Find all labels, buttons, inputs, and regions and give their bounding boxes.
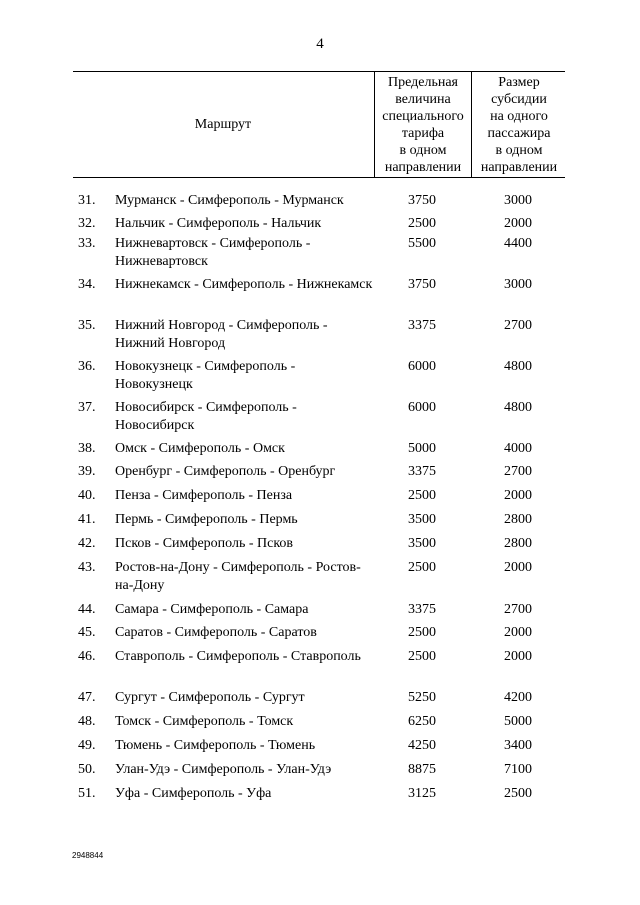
row-number: 39. [78, 464, 96, 479]
page-number: 4 [316, 36, 324, 52]
row-subsidy: 3400 [504, 738, 532, 753]
row-subsidy: 2000 [504, 560, 532, 575]
table-header [73, 71, 565, 178]
row-route: Ростов-на-Дону - Симферополь - Ростов-на-Дону [115, 560, 361, 593]
header-tariff: Предельная величина специального тарифа в одном направлении [374, 72, 471, 177]
row-subsidy: 2700 [504, 602, 532, 617]
row-route: Псков - Симферополь - Псков [115, 536, 294, 551]
row-number: 51. [78, 786, 96, 801]
row-tariff: 2500 [408, 560, 436, 575]
row-number: 38. [78, 441, 96, 456]
table-row [0, 487, 640, 511]
row-subsidy: 2000 [504, 649, 532, 664]
table-row [0, 215, 640, 235]
row-tariff: 3375 [408, 318, 436, 333]
row-number: 46. [78, 649, 96, 664]
row-subsidy: 3000 [504, 193, 532, 208]
row-tariff: 2500 [408, 488, 436, 503]
row-number: 37. [78, 400, 96, 415]
table-row [0, 463, 640, 487]
row-number: 33. [78, 236, 96, 251]
row-number: 43. [78, 560, 96, 575]
row-route: Самара - Симферополь - Самара [115, 602, 309, 617]
row-tariff: 3500 [408, 536, 436, 551]
row-tariff: 8875 [408, 762, 436, 777]
row-route: Улан-Удэ - Симферополь - Улан-Удэ [115, 762, 332, 777]
row-subsidy: 7100 [504, 762, 532, 777]
table-row [0, 235, 640, 276]
table-row [0, 785, 640, 809]
table-row [0, 535, 640, 559]
row-subsidy: 2800 [504, 536, 532, 551]
row-tariff: 3375 [408, 602, 436, 617]
row-route: Омск - Симферополь - Омск [115, 441, 285, 456]
row-subsidy: 2800 [504, 512, 532, 527]
table-row [0, 713, 640, 737]
row-subsidy: 2700 [504, 464, 532, 479]
row-route: Новосибирск - Симферополь - Новосибирск [115, 400, 297, 433]
row-tariff: 4250 [408, 738, 436, 753]
table-row [0, 511, 640, 535]
row-subsidy: 2000 [504, 216, 532, 231]
row-tariff: 5500 [408, 236, 436, 251]
row-subsidy: 2700 [504, 318, 532, 333]
row-number: 32. [78, 216, 96, 231]
row-route: Оренбург - Симферополь - Оренбург [115, 464, 336, 479]
table-row [0, 737, 640, 761]
table-row [0, 399, 640, 440]
row-route: Нальчик - Симферополь - Нальчик [115, 216, 322, 231]
row-subsidy: 2500 [504, 786, 532, 801]
row-route: Тюмень - Симферополь - Тюмень [115, 738, 316, 753]
row-tariff: 3375 [408, 464, 436, 479]
row-route: Пенза - Симферополь - Пенза [115, 488, 293, 503]
row-tariff: 5250 [408, 690, 436, 705]
row-route: Нижневартовск - Симферополь - Нижневартовск [115, 236, 311, 269]
row-number: 42. [78, 536, 96, 551]
row-route: Уфа - Симферополь - Уфа [115, 786, 272, 801]
row-subsidy: 4200 [504, 690, 532, 705]
row-number: 48. [78, 714, 96, 729]
table-row [0, 761, 640, 785]
row-number: 45. [78, 625, 96, 640]
table-row [0, 601, 640, 624]
row-tariff: 5000 [408, 441, 436, 456]
row-route: Томск - Симферополь - Томск [115, 714, 294, 729]
row-subsidy: 5000 [504, 714, 532, 729]
table-row [0, 317, 640, 358]
row-number: 35. [78, 318, 96, 333]
row-number: 49. [78, 738, 96, 753]
row-tariff: 3750 [408, 277, 436, 292]
row-number: 31. [78, 193, 96, 208]
row-subsidy: 4800 [504, 400, 532, 415]
header-subsidy: Размер субсидии на одного пассажира в одном направлении [471, 72, 566, 177]
row-tariff: 3125 [408, 786, 436, 801]
row-subsidy: 4400 [504, 236, 532, 251]
header-route: Маршрут [194, 117, 252, 132]
row-number: 44. [78, 602, 96, 617]
row-route: Нижнекамск - Симферополь - Нижнекамск [115, 277, 373, 292]
row-route: Нижний Новгород - Симферополь - Нижний Новгород [115, 318, 328, 351]
row-number: 47. [78, 690, 96, 705]
row-tariff: 6000 [408, 359, 436, 374]
row-subsidy: 2000 [504, 625, 532, 640]
table-row [0, 624, 640, 648]
row-route: Сургут - Симферополь - Сургут [115, 690, 305, 705]
row-number: 40. [78, 488, 96, 503]
row-tariff: 2500 [408, 625, 436, 640]
row-number: 36. [78, 359, 96, 374]
table-row [0, 192, 640, 215]
row-tariff: 2500 [408, 216, 436, 231]
row-route: Пермь - Симферополь - Пермь [115, 512, 298, 527]
table-row [0, 276, 640, 317]
row-route: Ставрополь - Симферополь - Ставрополь [115, 649, 361, 664]
table-body [0, 192, 640, 809]
table-row [0, 689, 640, 713]
table-row [0, 648, 640, 689]
row-tariff: 3750 [408, 193, 436, 208]
row-number: 34. [78, 277, 96, 292]
document-id: 2948844 [72, 851, 104, 860]
row-route: Саратов - Симферополь - Саратов [115, 625, 317, 640]
row-tariff: 3500 [408, 512, 436, 527]
row-route: Мурманск - Симферополь - Мурманск [115, 193, 344, 208]
row-route: Новокузнецк - Симферополь - Новокузнецк [115, 359, 296, 392]
table-row [0, 358, 640, 399]
row-subsidy: 4800 [504, 359, 532, 374]
row-tariff: 2500 [408, 649, 436, 664]
row-tariff: 6250 [408, 714, 436, 729]
row-tariff: 6000 [408, 400, 436, 415]
row-subsidy: 2000 [504, 488, 532, 503]
row-subsidy: 3000 [504, 277, 532, 292]
table-row [0, 440, 640, 463]
row-number: 50. [78, 762, 96, 777]
row-subsidy: 4000 [504, 441, 532, 456]
row-number: 41. [78, 512, 96, 527]
table-row [0, 559, 640, 601]
